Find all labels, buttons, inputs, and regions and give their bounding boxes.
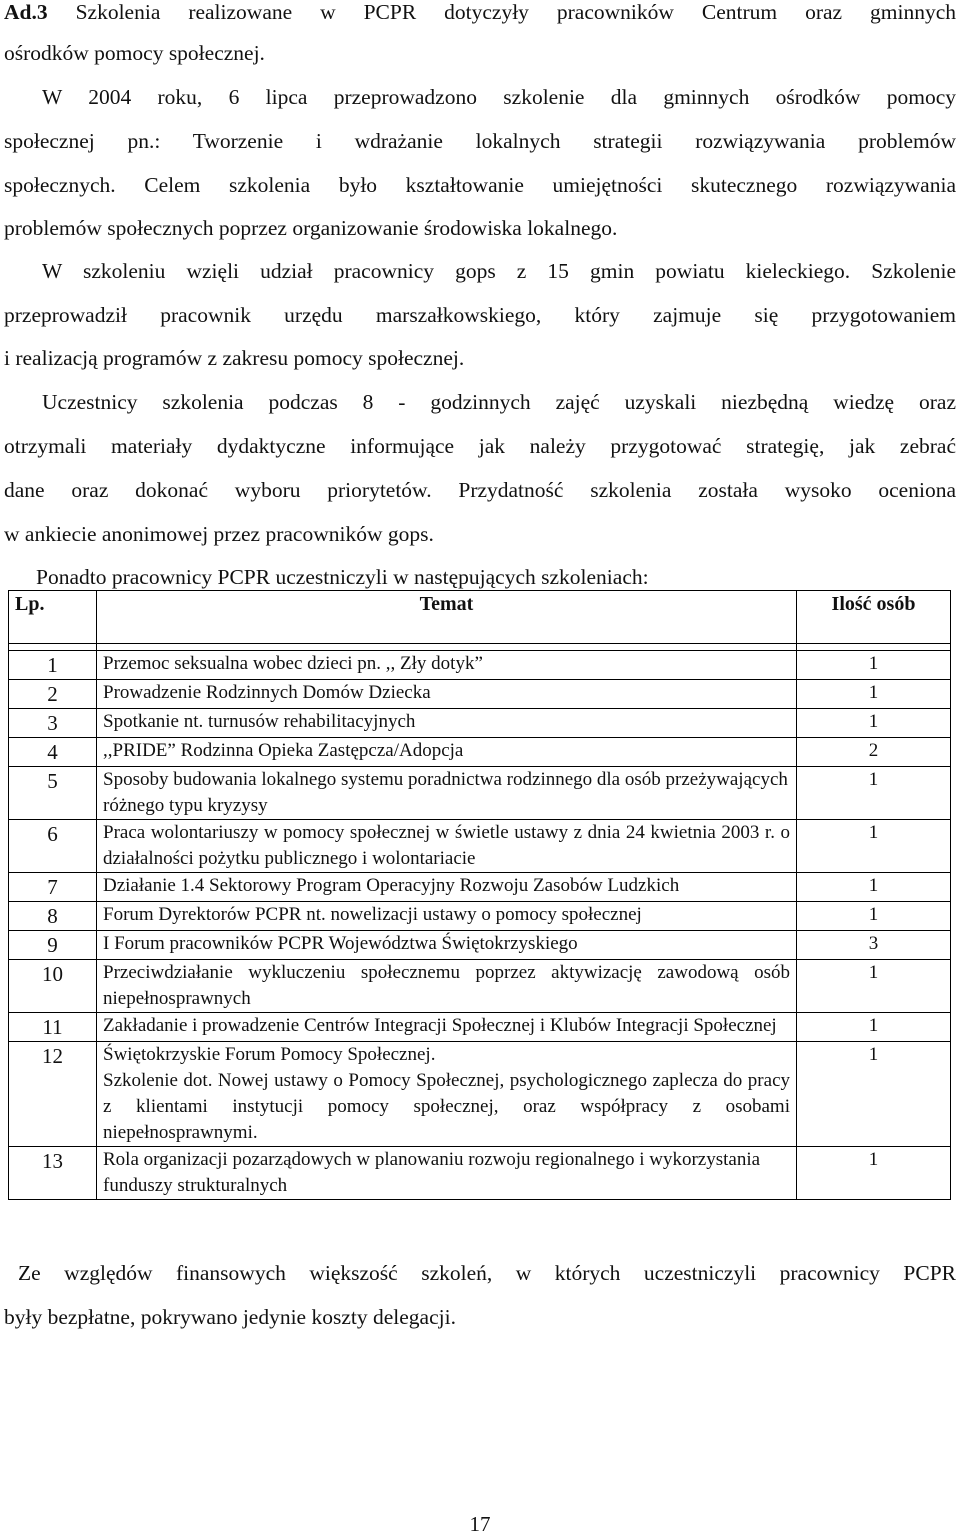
row-topic: Prowadzenie Rodzinnych Domów Dziecka — [97, 680, 797, 709]
table-row — [9, 902, 951, 931]
table-row — [9, 680, 951, 709]
row-topic: Przemoc seksualna wobec dzieci pn. ,, Zły dotyk” — [97, 651, 797, 680]
paragraph-2-line-3: i realizacją programów z zakresu pomocy społecznej. — [4, 346, 465, 370]
row-lp: 13 — [9, 1147, 97, 1200]
row-count: 1 — [797, 651, 951, 680]
table-row — [9, 960, 951, 1013]
table-header-row — [9, 591, 951, 644]
paragraph-1-line-1: W 2004 roku, 6 lipca przeprowadzono szkolenie dla gminnych ośrodków pomocy — [42, 85, 956, 109]
table-row — [9, 873, 951, 902]
row-topic: Sposoby budowania lokalnego systemu poradnictwa rodzinnego dla osób przeżywających różnego typu kryzysy — [97, 767, 797, 820]
row-topic-detail: Szkolenie dot. Nowej ustawy o Pomocy Społecznej, psychologicznego zaplecza do pracy z klientami instytucji pomocy społecznej, oraz współpracy z osobami niepełnosprawnymi. — [103, 1070, 790, 1143]
table-row — [9, 931, 951, 960]
row-lp: 1 — [9, 651, 97, 680]
table-row — [9, 767, 951, 820]
heading-line-1 — [4, 0, 956, 24]
row-count: 1 — [797, 709, 951, 738]
header-topic: Temat — [97, 591, 797, 644]
row-topic: Spotkanie nt. turnusów rehabilitacyjnych — [97, 709, 797, 738]
row-topic: Rola organizacji pozarządowych w planowaniu rozwoju regionalnego i wykorzystania funduszy strukturalnych — [97, 1147, 797, 1200]
row-topic: Praca wolontariuszy w pomocy społecznej w świetle ustawy z dnia 24 kwietnia 2003 r. o działalności pożytku publicznego i wolontariacie — [97, 820, 797, 873]
table-row — [9, 738, 951, 767]
row-lp: 11 — [9, 1013, 97, 1042]
paragraph-2-line-1: W szkoleniu wzięli udział pracownicy gops z 15 gmin powiatu kieleckiego. Szkolenie — [42, 259, 956, 283]
paragraph-3-line-2: otrzymali materiały dydaktyczne informujące jak należy przygotować strategię, jak zebrać — [4, 434, 956, 458]
row-lp: 12 — [9, 1042, 97, 1147]
row-count: 2 — [797, 738, 951, 767]
row-topic: Forum Dyrektorów PCPR nt. nowelizacji ustawy o pomocy społecznej — [97, 902, 797, 931]
table-row — [9, 1013, 951, 1042]
paragraph-3-line-3: dane oraz dokonać wyboru priorytetów. Przydatność szkolenia została wysoko oceniona — [4, 478, 956, 502]
row-count: 1 — [797, 960, 951, 1013]
row-count: 3 — [797, 931, 951, 960]
closing-line-2: były bezpłatne, pokrywano jedynie koszty delegacji. — [4, 1305, 456, 1329]
table-row — [9, 820, 951, 873]
heading-label: Ad.3 — [4, 0, 48, 24]
row-lp: 6 — [9, 820, 97, 873]
paragraph-1-line-4: problemów społecznych poprzez organizowanie środowiska lokalnego. — [4, 216, 618, 240]
table-row — [9, 651, 951, 680]
row-count: 1 — [797, 1147, 951, 1200]
paragraph-1-line-2: społecznej pn.: Tworzenie i wdrażanie lokalnych strategii rozwiązywania problemów — [4, 129, 956, 153]
row-lp: 4 — [9, 738, 97, 767]
row-lp: 8 — [9, 902, 97, 931]
table-row — [9, 709, 951, 738]
row-topic: ,,PRIDE” Rodzinna Opieka Zastępcza/Adopcja — [97, 738, 797, 767]
row-lp: 3 — [9, 709, 97, 738]
trainings-table — [8, 590, 951, 1200]
row-topic: Przeciwdziałanie wykluczeniu społecznemu poprzez aktywizację zawodową osób niepełnosprawnych — [97, 960, 797, 1013]
header-lp: Lp. — [9, 591, 97, 644]
row-count: 1 — [797, 680, 951, 709]
row-count: 1 — [797, 820, 951, 873]
row-count: 1 — [797, 1013, 951, 1042]
row-count: 1 — [797, 767, 951, 820]
row-lp: 9 — [9, 931, 97, 960]
row-lp: 2 — [9, 680, 97, 709]
header-count: Ilość osób — [797, 591, 951, 644]
row-count: 1 — [797, 902, 951, 931]
table-intro: Ponadto pracownicy PCPR uczestniczyli w następujących szkoleniach: — [36, 565, 649, 589]
table-spacer — [9, 644, 951, 651]
table-row — [9, 1042, 951, 1147]
paragraph-1-line-3: społecznych. Celem szkolenia było kształtowanie umiejętności skutecznego rozwiązywania — [4, 173, 956, 197]
paragraph-3-line-4: w ankiecie anonimowej przez pracowników gops. — [4, 522, 434, 546]
paragraph-3-line-1: Uczestnicy szkolenia podczas 8 - godzinnych zajęć uzyskali niezbędną wiedzę oraz — [42, 390, 956, 414]
row-topic-line: Świętokrzyskie Forum Pomocy Społecznej. — [103, 1044, 436, 1065]
row-lp: 5 — [9, 767, 97, 820]
heading-line-2: ośrodków pomocy społecznej. — [4, 41, 265, 65]
row-count: 1 — [797, 1042, 951, 1147]
table-row — [9, 1147, 951, 1200]
row-lp: 10 — [9, 960, 97, 1013]
row-lp: 7 — [9, 873, 97, 902]
row-topic: Zakładanie i prowadzenie Centrów Integracji Społecznej i Klubów Integracji Społecznej — [97, 1013, 797, 1042]
row-topic: I Forum pracowników PCPR Województwa Świętokrzyskiego — [97, 931, 797, 960]
row-topic: Działanie 1.4 Sektorowy Program Operacyjny Rozwoju Zasobów Ludzkich — [97, 873, 797, 902]
row-count: 1 — [797, 873, 951, 902]
heading-text: Szkolenia realizowane w PCPR dotyczyły pracowników Centrum oraz gminnych — [75, 0, 957, 24]
closing-line-1: Ze względów finansowych większość szkoleń, w których uczestniczyli pracownicy PCPR — [18, 1261, 956, 1285]
paragraph-2-line-2: przeprowadził pracownik urzędu marszałkowskiego, który zajmuje się przygotowaniem — [4, 303, 956, 327]
row-topic — [97, 1042, 797, 1147]
page-number: 17 — [469, 1512, 491, 1536]
